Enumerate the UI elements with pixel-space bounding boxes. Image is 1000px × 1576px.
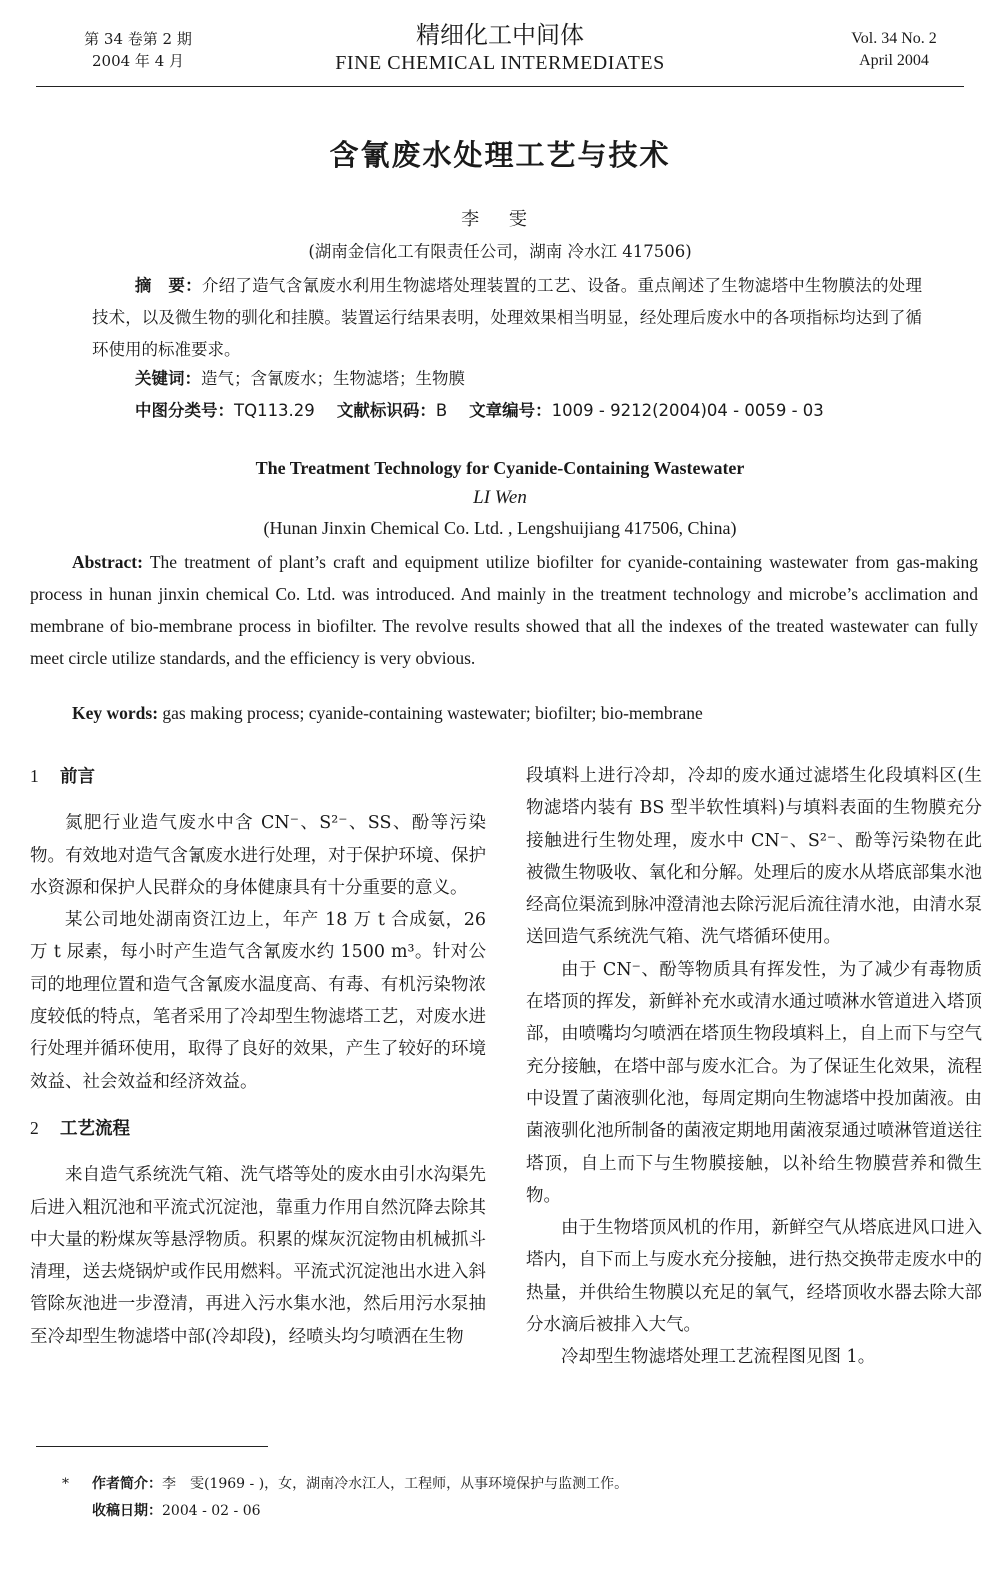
footnote-author	[62, 1473, 628, 1495]
clc-value: TQ113.29	[234, 401, 315, 420]
section-heading-2	[30, 1112, 486, 1145]
section-title: 工艺流程	[60, 1118, 130, 1139]
abstract-zh-text: 介绍了造气含氰废水利用生物滤塔处理装置的工艺、设备。重点阐述了生物滤塔中生物膜法的处理技术，以及微生物的驯化和挂膜。装置运行结果表明，处理效果相当明显，经处理后废水中的各项指标均达到了循环使用的标准要求。	[92, 276, 923, 359]
journal-name-en: FINE CHEMICAL INTERMEDIATES	[335, 52, 665, 74]
keywords-zh-label: 关键词：	[135, 369, 201, 388]
paragraph: 来自造气系统洗气箱、洗气塔等处的废水由引水沟渠先后进入粗沉池和平流式沉淀池，靠重力作用自然沉降去除其中大量的粉煤灰等悬浮物质。积累的煤灰沉淀物由机械抓斗清理，送去烧锅炉或作民用燃料。平流式沉淀池出水进入斜管除灰池进一步澄清，再进入污水集水池，然后用污水泵抽至冷却型生物滤塔中部(冷却段)，经喷头均匀喷洒在生物	[30, 1165, 486, 1347]
footnote-author-label: 作者简介：	[92, 1476, 162, 1492]
english-author: LI Wen	[473, 487, 527, 508]
classification-line	[135, 398, 824, 424]
header-rule	[36, 86, 964, 87]
clc-label: 中图分类号：	[135, 401, 234, 420]
section-number: 1	[30, 766, 39, 786]
footnote-author-text: 李 雯(1969 - )，女，湖南冷水江人，工程师，从事环境保护与监测工作。	[162, 1476, 629, 1492]
article-number-value: 1009 - 9212(2004)04 - 0059 - 03	[551, 401, 824, 420]
paragraph: 某公司地处湖南资江边上，年产 18 万 t 合成氨，26 万 t 尿素，每小时产生造气含氰废水约 1500 m³。针对公司的地理位置和造气含氰废水温度高、有毒、有机污染物浓度较低的特点，笔者采用了冷却型生物滤塔工艺，对废水进行处理并循环使用，取得了良好的效果，产生了较好的环境效益、社会效益和经济效益。	[30, 910, 486, 1092]
section-title: 前言	[60, 767, 95, 787]
body-column-left	[30, 760, 486, 1353]
english-title: The Treatment Technology for Cyanide-Containing Wastewater	[255, 458, 745, 478]
author-affiliation: (湖南金信化工有限责任公司，湖南 冷水江 417506)	[308, 242, 692, 261]
keywords-en-text: gas making process; cyanide-containing wastewater; biofilter; bio-membrane	[158, 703, 703, 723]
abstract-en	[30, 546, 978, 674]
doc-code-label: 文献标识码：	[336, 401, 436, 420]
volume-zh: 第 34 卷第 2 期	[84, 30, 192, 48]
keywords-en	[72, 703, 703, 724]
paragraph: 由于 CN⁻、酚等物质具有挥发性，为了减少有毒物质在塔顶的挥发，新鲜补充水或清水通过喷淋水管道进入塔顶部，由喷嘴均匀喷洒在塔顶生物段填料上，自上而下与空气充分接触，在塔中部与废水汇合。为了保证生化效果，流程中设置了菌液驯化池，每周定期向生物滤塔中投加菌液。由菌液驯化池所制备的菌液定期地用菌液泵通过喷淋管道送往塔顶，自上而下与生物膜接触，以补给生物膜营养和微生物。	[526, 959, 982, 1206]
section-number: 2	[30, 1117, 39, 1138]
footnote-marker: *	[62, 1476, 69, 1492]
paragraph: 冷却型生物滤塔处理工艺流程图见图 1。	[561, 1347, 876, 1368]
abstract-zh	[92, 270, 922, 366]
article-title: 含氰废水处理工艺与技术	[329, 138, 671, 172]
journal-name-zh: 精细化工中间体	[416, 21, 584, 49]
issue-info-en	[824, 28, 964, 72]
body-column-right	[526, 760, 982, 1374]
footnote-received	[92, 1500, 261, 1522]
keywords-en-label: Key words:	[72, 703, 159, 723]
keywords-zh	[135, 366, 465, 392]
paragraph: 段填料上进行冷却，冷却的废水通过滤塔生化段填料区(生物滤塔内装有 BS 型半软性填料)与填料表面的生物膜充分接触进行生物处理，废水中 CN⁻、S²⁻、酚等污染物在此被微生物吸收、氧化和分解。处理后的废水从塔底部集水池经高位渠流到脉冲澄清池去除污泥后流往清水池，由清水泵送回造气系统洗气箱、洗气塔循环使用。	[526, 766, 982, 948]
received-date-label: 收稿日期：	[92, 1503, 162, 1519]
abstract-en-text: The treatment of plant’s craft and equipment utilize biofilter for cyanide-containing wastewater from gas-making process in hunan jinxin chemical Co. Ltd. was introduced. And mainly in the treatment technology and microbe’s acclimation and membrane of bio-membrane process in biofilter. The revolve results showed that all the indexes of the treated wastewater can fully meet circle utilize standards, and the efficiency is very obvious.	[30, 552, 978, 668]
date-en: April 2004	[859, 52, 929, 69]
paragraph: 由于生物塔顶风机的作用，新鲜空气从塔底进风口进入塔内，自下而上与废水充分接触，进行热交换带走废水中的热量，并供给生物膜以充足的氧气，经塔顶收水器去除大部分水滴后被排入大气。	[526, 1218, 982, 1336]
date-zh: 2004 年 4 月	[91, 52, 185, 70]
paragraph: 氮肥行业造气废水中含 CN⁻、S²⁻、SS、酚等污染物。有效地对造气含氰废水进行处理，对于保护环境、保护水资源和保护人民群众的身体健康具有十分重要的意义。	[30, 813, 486, 898]
doc-code-value: B	[435, 401, 448, 420]
section-heading-1	[30, 760, 486, 793]
author-name: 李 雯	[461, 209, 539, 230]
article-number-label: 文章编号：	[469, 401, 552, 420]
volume-en: Vol. 34 No. 2	[851, 30, 937, 47]
keywords-zh-text: 造气；含氰废水；生物滤塔；生物膜	[201, 369, 465, 388]
english-affiliation: (Hunan Jinxin Chemical Co. Ltd. , Lengshuijiang 417506, China)	[263, 518, 737, 538]
abstract-en-label: Abstract:	[72, 552, 143, 572]
abstract-zh-label: 摘 要：	[134, 276, 202, 295]
footnote-rule	[36, 1446, 268, 1447]
received-date-value: 2004 - 02 - 06	[162, 1503, 261, 1519]
